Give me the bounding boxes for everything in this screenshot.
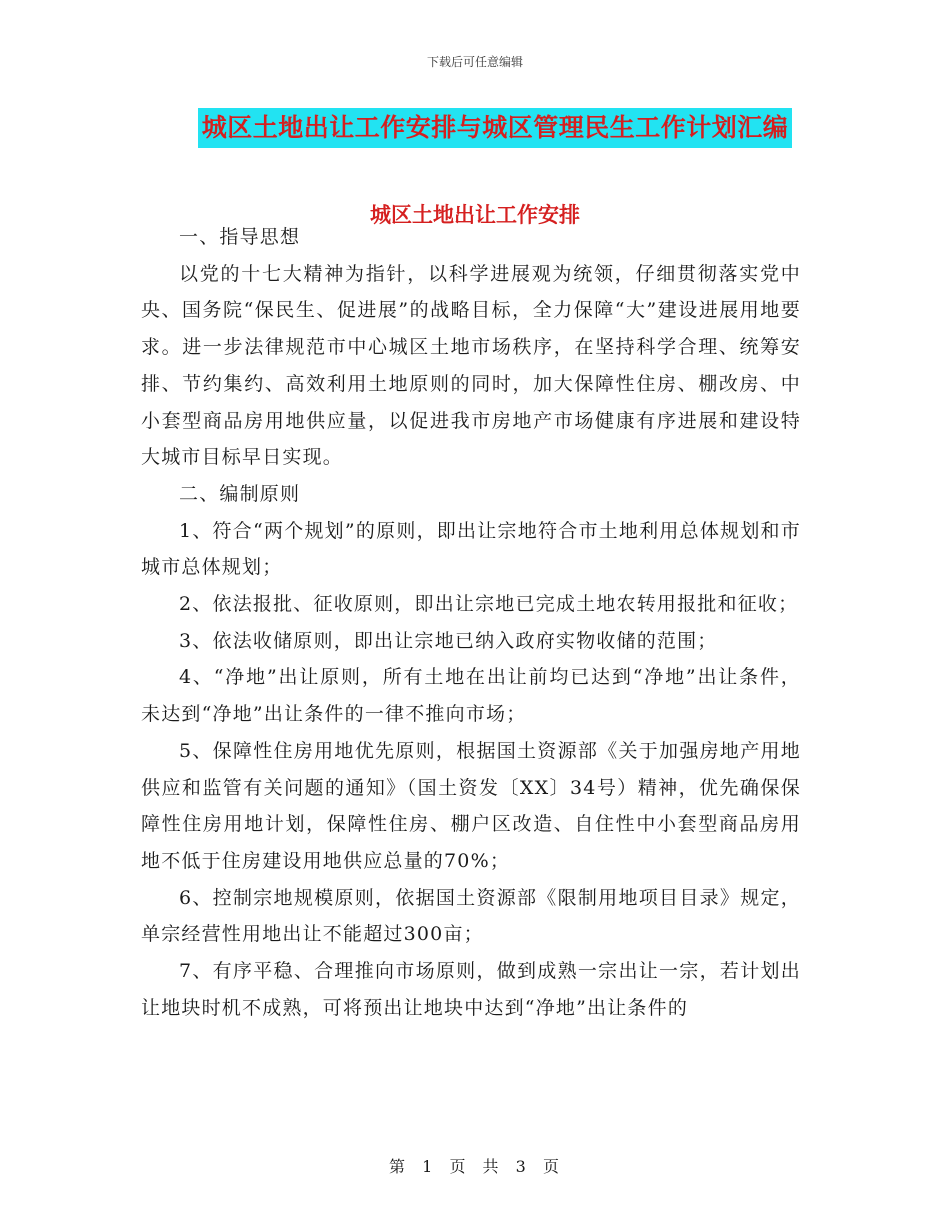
section-title: 城区土地出让工作安排 <box>370 202 580 227</box>
paragraph: 以党的十七大精神为指针，以科学进展观为统领，仔细贯彻落实党中央、国务院“保民生、促进展”的战略目标，全力保障“大”建设进展用地要求。进一步法律规范市中心城区土地市场秩序，在坚持科学合理、统筹安排、节约集约、高效利用土地原则的同时，加大保障性住房、棚改房、中小套型商品房用地供应量，以促进我市房地产市场健康有序进展和建设特大城市目标早日实现。 <box>141 262 801 469</box>
list-item: 6、控制宗地规模原则，依据国土资源部《限制用地项目目录》规定，单宗经营性用地出让不能超过300亩； <box>141 886 801 946</box>
doc-title: 城区土地出让工作安排与城区管理民生工作计划汇编 <box>198 108 793 148</box>
doc-title-wrap <box>0 108 950 148</box>
list-item: 2、依法报批、征收原则，即出让宗地已完成土地农转用报批和征收； <box>179 593 799 616</box>
list-item: 1、符合“两个规划”的原则，即出让宗地符合市土地利用总体规划和市城市总体规划； <box>141 519 801 579</box>
footer-page-word: 页 <box>449 1157 468 1176</box>
page-footer <box>0 1154 950 1177</box>
footer-page-number: 1 <box>422 1157 435 1176</box>
footer-suffix: 页 <box>542 1157 561 1176</box>
header-note: 下载后可任意编辑 <box>426 55 523 69</box>
footer-total-word: 共 <box>482 1157 501 1176</box>
body-text <box>141 219 801 1026</box>
footer-total-pages: 3 <box>515 1157 528 1176</box>
list-item: 4、“净地”出让原则，所有土地在出让前均已达到“净地”出让条件，未达到“净地”出让条件的一律不推向市场； <box>141 666 801 726</box>
heading-guiding-ideology: 一、指导思想 <box>179 226 301 248</box>
list-item: 3、依法收储原则，即出让宗地已纳入政府实物收储的范围； <box>179 629 718 652</box>
list-item: 7、有序平稳、合理推向市场原则，做到成熟一宗出让一宗，若计划出让地块时机不成熟，可将预出让地块中达到“净地”出让条件的 <box>141 960 801 1019</box>
heading-principles: 二、编制原则 <box>179 482 301 505</box>
footer-prefix: 第 <box>389 1157 408 1176</box>
list-item: 5、保障性住房用地优先原则，根据国土资源部《关于加强房地产用地供应和监管有关问题的通知》（国土资发〔XX〕34号）精神，优先确保保障性住房用地计划，保障性住房、棚户区改造、自住性中小套型商品房用地不低于住房建设用地供应总量的70%； <box>141 739 801 872</box>
